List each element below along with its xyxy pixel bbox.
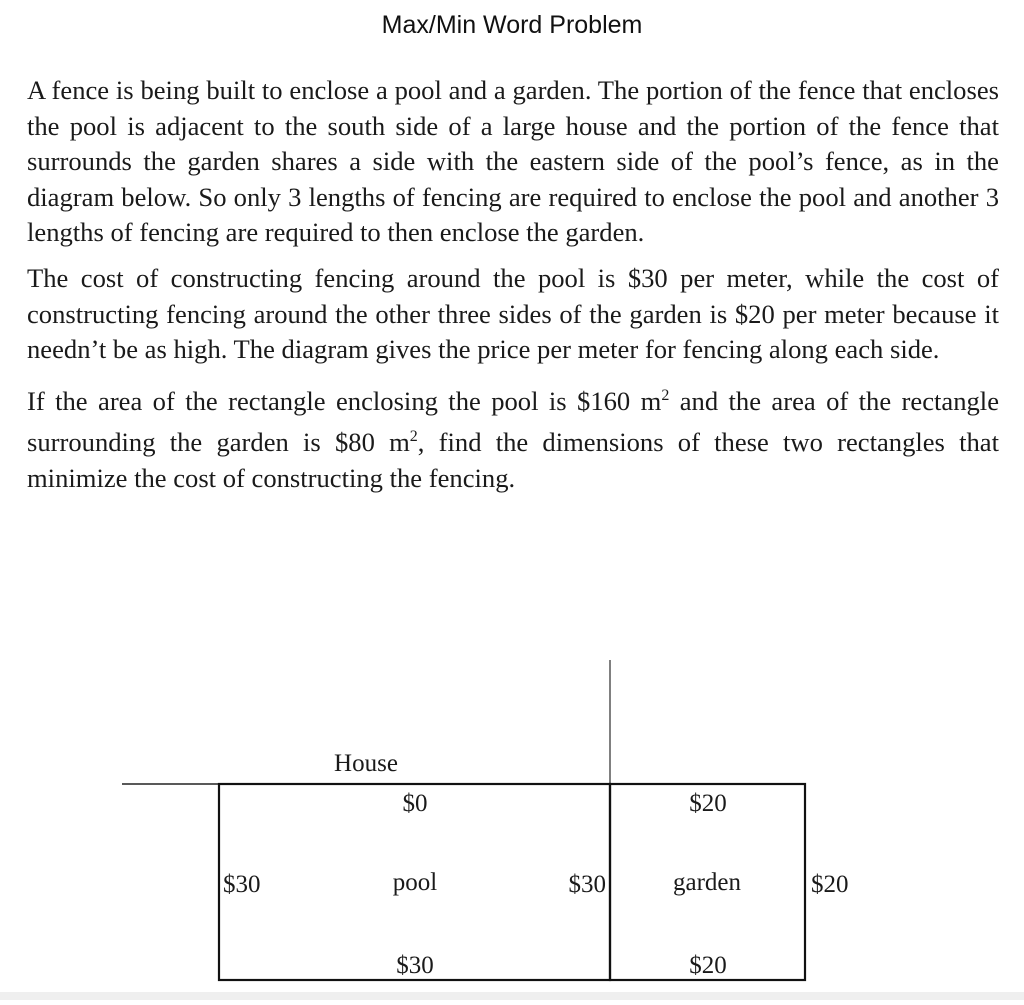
task-text-after: , find the dimensions of these two rectangles that minimize the cost of constructing the fencing. bbox=[27, 427, 999, 493]
task-exponent-pool: 2 bbox=[661, 386, 670, 404]
task-text-middle: and the area of the rectangle surrounding the garden is $80 m bbox=[27, 385, 999, 458]
garden-right-cost: $20 bbox=[811, 871, 849, 898]
garden-label: garden bbox=[672, 869, 742, 896]
pool-top-cost: $0 bbox=[402, 790, 428, 817]
paragraph-fence-description: A fence is being built to enclose a pool and a garden. The portion of the fence that encloses the pool is adjacent to the south side of a large house and the portion of the fence that surrounds the garden shares a side with the eastern side of the pool’s fence, as in the diagram below. So only 3 lengths of fencing are required to enclose the pool and another 3 lengths of fencing are required to then enclose the garden. bbox=[27, 75, 999, 248]
house-label: House bbox=[334, 750, 398, 777]
fence-diagram bbox=[0, 640, 1024, 1000]
paragraph-task bbox=[27, 378, 999, 497]
shared-side-cost: $30 bbox=[568, 871, 606, 898]
pool-label: pool bbox=[392, 869, 438, 896]
fence-diagram-svg bbox=[0, 640, 1024, 1000]
pool-left-cost: $30 bbox=[223, 871, 261, 898]
task-exponent-garden: 2 bbox=[409, 428, 418, 446]
garden-top-cost: $20 bbox=[689, 790, 727, 817]
garden-bottom-cost: $20 bbox=[689, 952, 727, 979]
task-text-before: If the area of the rectangle enclosing the pool is $160 m bbox=[27, 385, 662, 416]
problem-statement bbox=[27, 73, 999, 506]
pool-bottom-cost: $30 bbox=[396, 952, 434, 979]
paragraph-fence-costs: The cost of constructing fencing around the pool is $30 per meter, while the cost of constructing fencing around the other three sides of the garden is $20 per meter because it needn’t be as high. The diagram gives the price per meter for fencing along each side. bbox=[27, 262, 999, 365]
bottom-edge-strip bbox=[0, 992, 1024, 1000]
page-title: Max/Min Word Problem bbox=[381, 11, 643, 39]
